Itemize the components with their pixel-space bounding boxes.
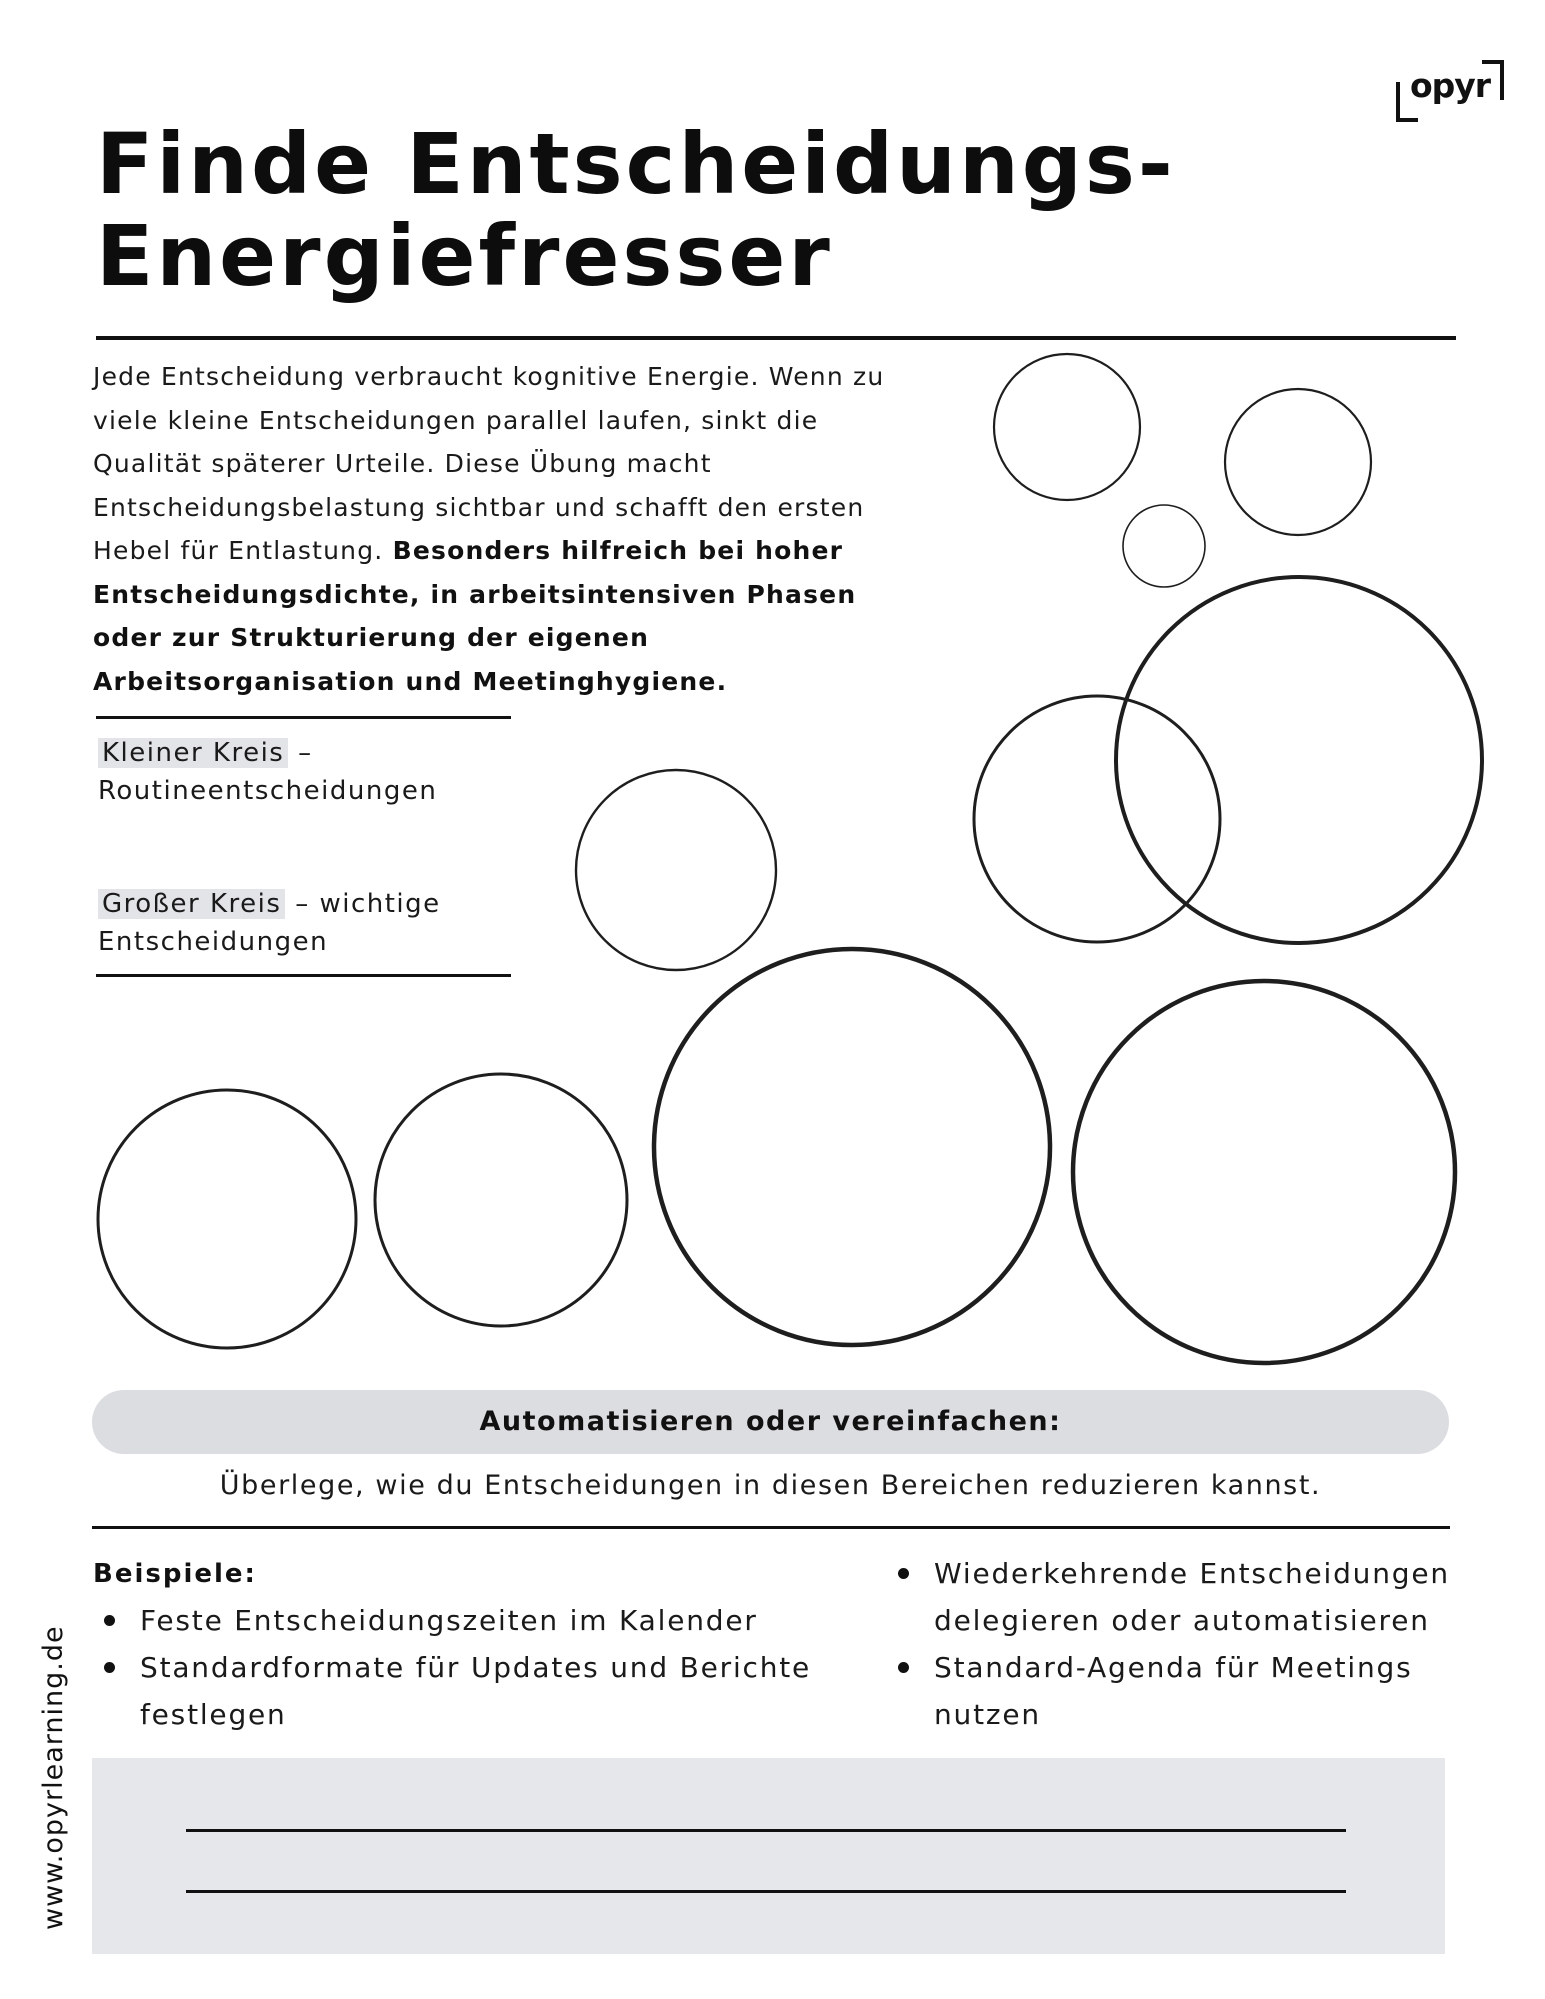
circle-small-2[interactable] [1225, 389, 1371, 535]
page-title-line-1: Finde Entscheidungs- [96, 115, 1176, 213]
circle-medium-1[interactable] [974, 696, 1220, 942]
circle-medium-4[interactable] [98, 1090, 356, 1348]
notes-line-1[interactable] [186, 1829, 1346, 1832]
logo-text: opyr [1410, 66, 1491, 105]
automate-title: Automatisieren oder vereinfachen: [479, 1406, 1062, 1437]
circle-large-3[interactable] [1073, 981, 1455, 1363]
page-title-line-2: Energiefresser [96, 207, 833, 305]
automate-divider [92, 1526, 1450, 1529]
example-item: Standardformate für Updates und Berichte festlegen [94, 1644, 854, 1738]
examples-list-left [94, 1597, 854, 1738]
example-item: Wiederkehrende Entscheidungen delegieren oder automatisieren [888, 1550, 1478, 1644]
legend-large-label: Großer Kreis [98, 889, 285, 919]
examples-list-right [888, 1550, 1478, 1738]
circle-large-1[interactable] [1116, 577, 1482, 943]
intro-bold-text: Besonders hilfreich bei hoher Entscheidungsdichte, in arbeitsintensiven Phasen oder zur Strukturierung der eigenen Arbeitsorganisation und Meetinghygiene. [93, 536, 857, 696]
example-item: Standard-Agenda für Meetings nutzen [888, 1644, 1478, 1738]
notes-area[interactable] [92, 1758, 1445, 1954]
legend-small-text: – Routineentscheidungen [98, 738, 438, 806]
website-url: www.opyrlearning.de [38, 1625, 69, 1930]
circle-tiny[interactable] [1123, 505, 1205, 587]
intro-text: Jede Entscheidung verbraucht kognitive Energie. Wenn zu viele kleine Entscheidungen parallel laufen, sinkt die Qualität späterer Urteile. Diese Übung macht Entscheidungsbelastung sichtbar und schafft den ersten Hebel für Entlastung. [93, 362, 885, 565]
example-item: Feste Entscheidungszeiten im Kalender [94, 1597, 854, 1644]
legend-large-text: – wichtige Entscheidungen [98, 889, 441, 957]
circle-medium-2[interactable] [576, 770, 776, 970]
circle-small-1[interactable] [994, 354, 1140, 500]
circle-large-2[interactable] [654, 949, 1050, 1345]
notes-line-2[interactable] [186, 1890, 1346, 1893]
legend-small-label: Kleiner Kreis [98, 738, 288, 768]
examples-heading: Beispiele: [93, 1559, 257, 1589]
circle-medium-3[interactable] [375, 1074, 627, 1326]
automate-subtitle: Überlege, wie du Entscheidungen in diesen Bereichen reduzieren kannst. [219, 1470, 1322, 1501]
